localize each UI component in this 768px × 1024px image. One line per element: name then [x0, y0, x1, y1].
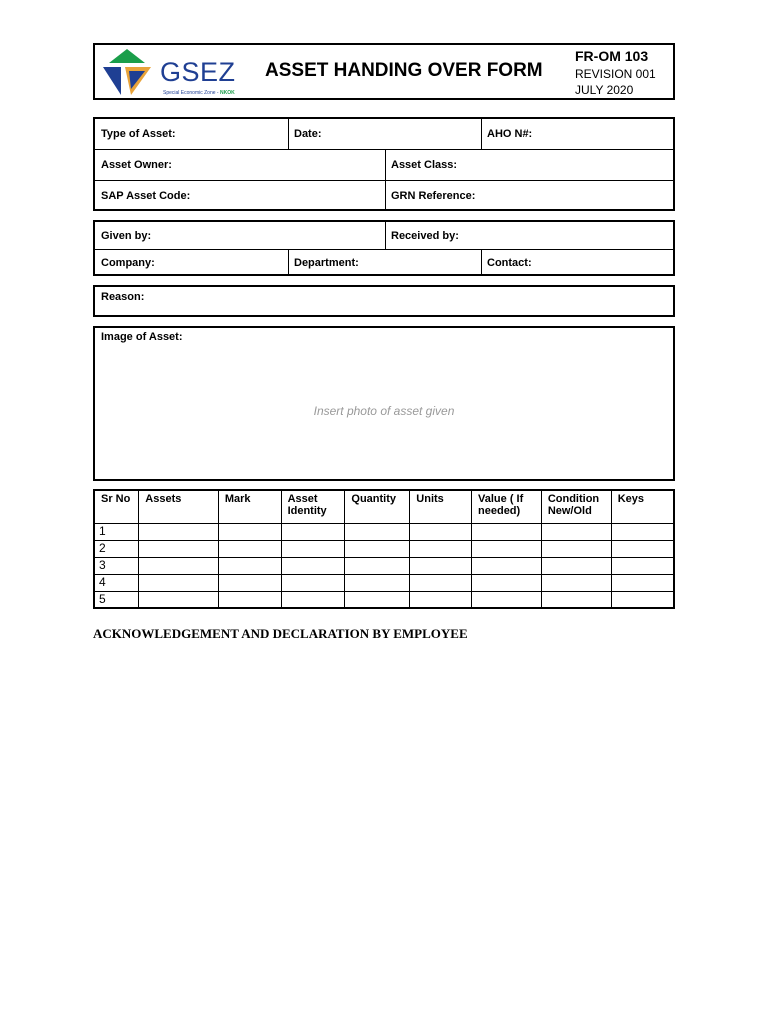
table-cell[interactable] [611, 591, 674, 608]
column-header: Units [410, 490, 472, 523]
table-cell[interactable] [218, 574, 281, 591]
table-cell[interactable] [410, 574, 472, 591]
table-row [94, 591, 674, 608]
table-cell[interactable] [541, 591, 611, 608]
column-header: Assets [139, 490, 219, 523]
table-cell[interactable] [472, 540, 542, 557]
received-by-field[interactable]: Received by: [391, 229, 459, 242]
table-cell[interactable] [345, 574, 410, 591]
table-cell[interactable] [218, 523, 281, 540]
form-title: ASSET HANDING OVER FORM [265, 60, 543, 81]
table-row [94, 523, 674, 540]
image-of-asset-area[interactable] [93, 326, 675, 481]
asset-info-section [93, 117, 675, 211]
table-cell[interactable] [611, 557, 674, 574]
gsez-logo-icon [101, 49, 159, 97]
assets-table [93, 489, 675, 609]
table-cell[interactable] [139, 523, 219, 540]
table-cell[interactable] [139, 557, 219, 574]
table-cell[interactable] [281, 523, 345, 540]
form-revision: REVISION 001 [575, 67, 656, 81]
image-of-asset-label: Image of Asset: [101, 331, 183, 343]
table-cell[interactable] [472, 591, 542, 608]
table-cell[interactable] [472, 557, 542, 574]
aho-number-field[interactable]: AHO N#: [487, 128, 533, 140]
handover-section [93, 220, 675, 276]
given-by-field[interactable]: Given by: [101, 229, 152, 242]
reason-field[interactable] [93, 285, 675, 317]
type-of-asset-field[interactable]: Type of Asset: [101, 128, 176, 140]
table-cell[interactable] [218, 591, 281, 608]
gsez-logo [101, 49, 241, 97]
department-field[interactable]: Department: [294, 256, 359, 269]
table-cell[interactable] [345, 523, 410, 540]
column-header: Value ( If needed) [472, 490, 542, 523]
asset-class-field[interactable]: Asset Class: [391, 158, 458, 171]
table-cell[interactable] [139, 574, 219, 591]
row-number: 4 [94, 574, 139, 591]
logo-subtitle: Special Economic Zone - NKOK [163, 90, 235, 96]
table-cell[interactable] [410, 591, 472, 608]
table-cell[interactable] [541, 557, 611, 574]
form-code: FR-OM 103 [575, 48, 649, 64]
date-field[interactable]: Date: [294, 128, 322, 140]
table-cell[interactable] [345, 591, 410, 608]
table-cell[interactable] [410, 540, 472, 557]
column-header: Quantity [345, 490, 410, 523]
sap-asset-code-field[interactable]: SAP Asset Code: [101, 189, 191, 202]
contact-field[interactable]: Contact: [487, 256, 532, 269]
table-cell[interactable] [410, 523, 472, 540]
table-cell[interactable] [345, 557, 410, 574]
asset-owner-field[interactable]: Asset Owner: [101, 158, 172, 171]
table-cell[interactable] [472, 523, 542, 540]
row-number: 3 [94, 557, 139, 574]
table-cell[interactable] [345, 540, 410, 557]
column-header: Condition New/Old [541, 490, 611, 523]
form-header [93, 43, 675, 100]
column-header: Sr No [94, 490, 139, 523]
table-cell[interactable] [611, 523, 674, 540]
table-cell[interactable] [281, 557, 345, 574]
company-field[interactable]: Company: [101, 256, 155, 269]
row-number: 1 [94, 523, 139, 540]
table-header-row [94, 490, 674, 523]
photo-placeholder-text: Insert photo of asset given [313, 404, 455, 418]
column-header: Keys [611, 490, 674, 523]
table-cell[interactable] [611, 574, 674, 591]
logo-text: GSEZ [160, 57, 236, 87]
table-cell[interactable] [541, 540, 611, 557]
table-cell[interactable] [281, 574, 345, 591]
table-row [94, 574, 674, 591]
column-header: Mark [218, 490, 281, 523]
row-number: 5 [94, 591, 139, 608]
table-cell[interactable] [139, 540, 219, 557]
table-row [94, 557, 674, 574]
table-cell[interactable] [139, 591, 219, 608]
table-cell[interactable] [281, 540, 345, 557]
form-date: JULY 2020 [575, 83, 634, 97]
row-number: 2 [94, 540, 139, 557]
table-row [94, 540, 674, 557]
table-cell[interactable] [218, 557, 281, 574]
table-cell[interactable] [611, 540, 674, 557]
table-cell[interactable] [472, 574, 542, 591]
table-cell[interactable] [281, 591, 345, 608]
reason-label: Reason: [101, 291, 145, 303]
table-cell[interactable] [410, 557, 472, 574]
column-header: Asset Identity [281, 490, 345, 523]
table-cell[interactable] [218, 540, 281, 557]
acknowledgement-heading: ACKNOWLEDGEMENT AND DECLARATION BY EMPLOYEE [93, 626, 468, 641]
grn-reference-field[interactable]: GRN Reference: [391, 189, 476, 202]
table-cell[interactable] [541, 574, 611, 591]
table-cell[interactable] [541, 523, 611, 540]
